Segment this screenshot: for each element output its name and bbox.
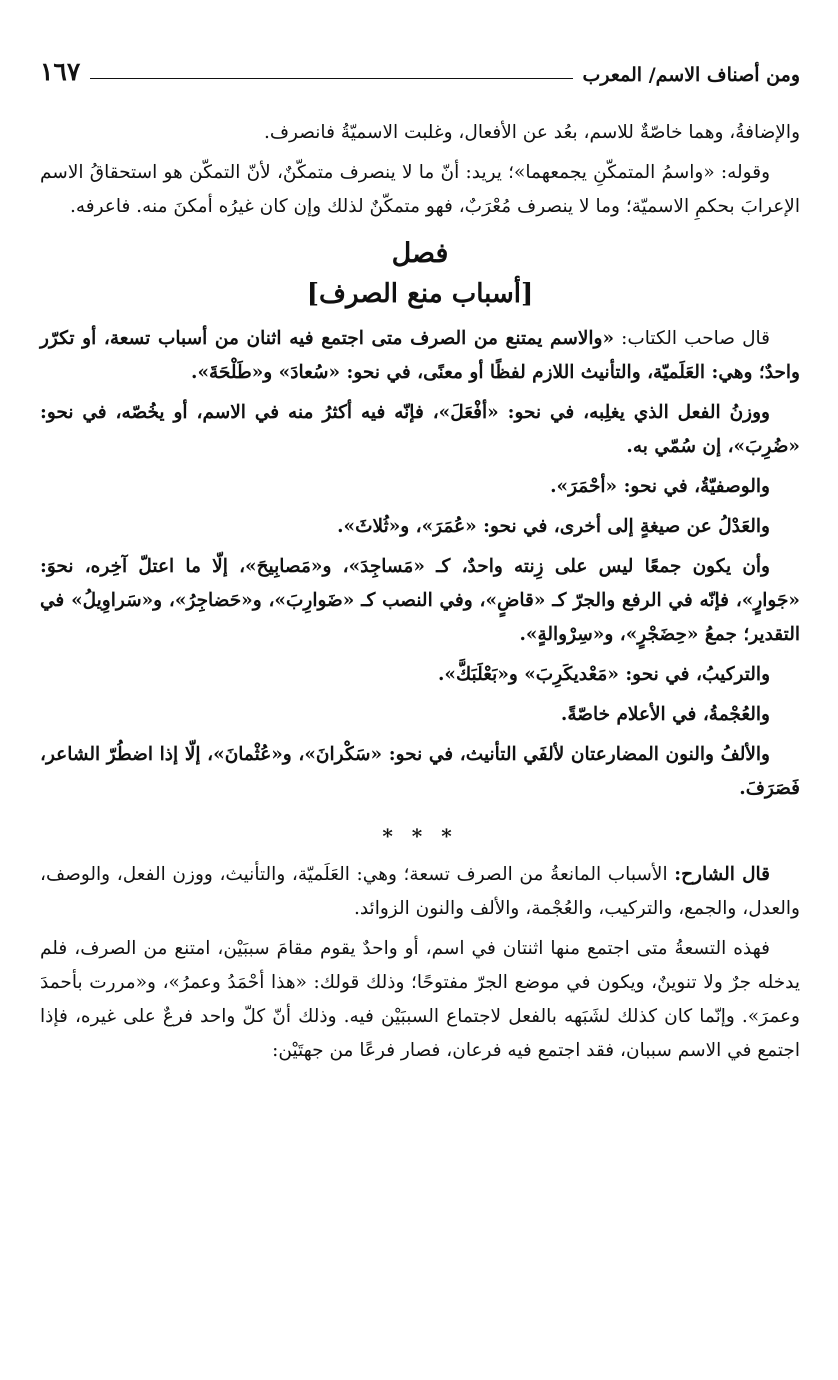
- text-paragraph: والعُجْمةُ، في الأعلام خاصّةً.: [560, 704, 770, 725]
- commentary-text: الأسباب المانعةُ من الصرف تسعة؛ وهي: العَلَميّة، والتأنيث، ووزن الفعل، والوصف، والعدل، والجمع، والتركيب، والعُجْمة، والألف والنون الزوائد.: [40, 864, 800, 919]
- text-paragraph: ووزنُ الفعل الذي يغلِبه، في نحو: «أفْعَلَ»، فإنّه فيه أكثرُ منه في الاسم، أو يخُصّه، في نحو: «ضُرِبَ»، إن سُمّي به.: [40, 402, 800, 457]
- main-text-block: [40, 322, 800, 806]
- text-paragraph: [40, 322, 800, 390]
- commentary-lead: قال الشارح:: [674, 864, 771, 885]
- header-title: ومن أصناف الاسم/ المعرب: [582, 64, 800, 86]
- text-paragraph: والوصفيّةُ، في نحو: «أحْمَرَ».: [550, 476, 770, 497]
- intro-paragraph: وقوله: «واسمُ المتمكّنِ يجمعهما»؛ يريد: أنّ ما لا ينصرف متمكّنٌ، لأنّ التمكّن هو استحقاقُ الاسم الإعرابَ بحكمِ الاسميّة؛ وما لا ينصرف مُعْرَبٌ، فهو متمكّنٌ لذلك وإن كان غيرُه أمكنَ منه. فاعرفه.: [40, 162, 800, 217]
- text-lead: قال صاحب الكتاب:: [621, 328, 770, 349]
- header-rule: [90, 78, 572, 79]
- commentary-paragraph: [40, 858, 800, 926]
- section-title: فصل: [391, 238, 449, 269]
- section-heading: [40, 234, 800, 314]
- text-paragraph: وأن يكون جمعًا ليس على زِنته واحدٌ، كـ «مَساجِدَ»، و«مَصابِيحَ»، إلّا ما اعتلّ آخِره، نحوَ: «جَوارٍ»، فإنّه في الرفع والجرّ كـ «قاضٍ»، وفي النصب كـ «ضَوارِبَ»، و«حَضاجِرُ»، و«سَراوِيلُ» في التقدير؛ جمعُ «حِضَجْرٍ»، و«سِرْوالةٍ».: [40, 556, 800, 645]
- section-separator: * * *: [382, 824, 458, 848]
- page-number: ١٦٧: [40, 57, 81, 86]
- text-quote: «والاسم يمتنع من الصرف متى اجتمع فيه اثنان من أسباب تسعة، أو تكرّر واحدٌ؛ وهي: العَلَميّة، والتأنيث اللازم لفظًا أو معنًى، في نحو: «سُعادَ» و«طَلْحَةَ».: [40, 328, 800, 383]
- commentary-paragraph: فهذه التسعةُ متى اجتمع منها اثنتان في اسم، أو واحدٌ يقوم مقامَ سببَيْن، امتنع من الصرف، فلم يدخله جرٌ ولا تنوينٌ، ويكون في موضع الجرّ مفتوحًا؛ وذلك قولك: «هذا أحْمَدُ وعمرُ»، و«مررت بأحمدَ وعمرَ». وإنّما كان كذلك لشَبَهه بالفعل لاجتماع السببَيْن فيه. وذلك أنّ كلّ واحد فرعٌ على غيره، فإذا اجتمع في الاسم سببان، فقد اجتمع فيه فرعان، فصار فرعًا من جهتَيْن:: [40, 938, 800, 1061]
- text-paragraph: والعَدْلُ عن صيغةٍ إلى أخرى، في نحو: «عُمَرَ»، و«ثُلاثَ».: [337, 516, 770, 537]
- text-paragraph: والألفُ والنون المضارعتان لألفَي التأنيث، في نحو: «سَكْرانَ»، و«عُثْمانَ»، إلّا إذا اضطُرّ الشاعر، فَصَرَفَ.: [40, 744, 800, 799]
- running-header: [40, 52, 800, 86]
- commentary-block: [40, 858, 800, 1068]
- intro-paragraph: والإضافةُ، وهما خاصّةٌ للاسم، بعُد عن الأفعال، وغلبت الاسميّةُ فانصرف.: [263, 122, 800, 143]
- text-paragraph: والتركيبُ، في نحو: «مَعْديكَرِبَ» و«بَعْلَبَكَّ».: [437, 664, 770, 685]
- section-subtitle: [أسباب منع الصرف]: [306, 279, 534, 309]
- intro-block: [40, 116, 800, 224]
